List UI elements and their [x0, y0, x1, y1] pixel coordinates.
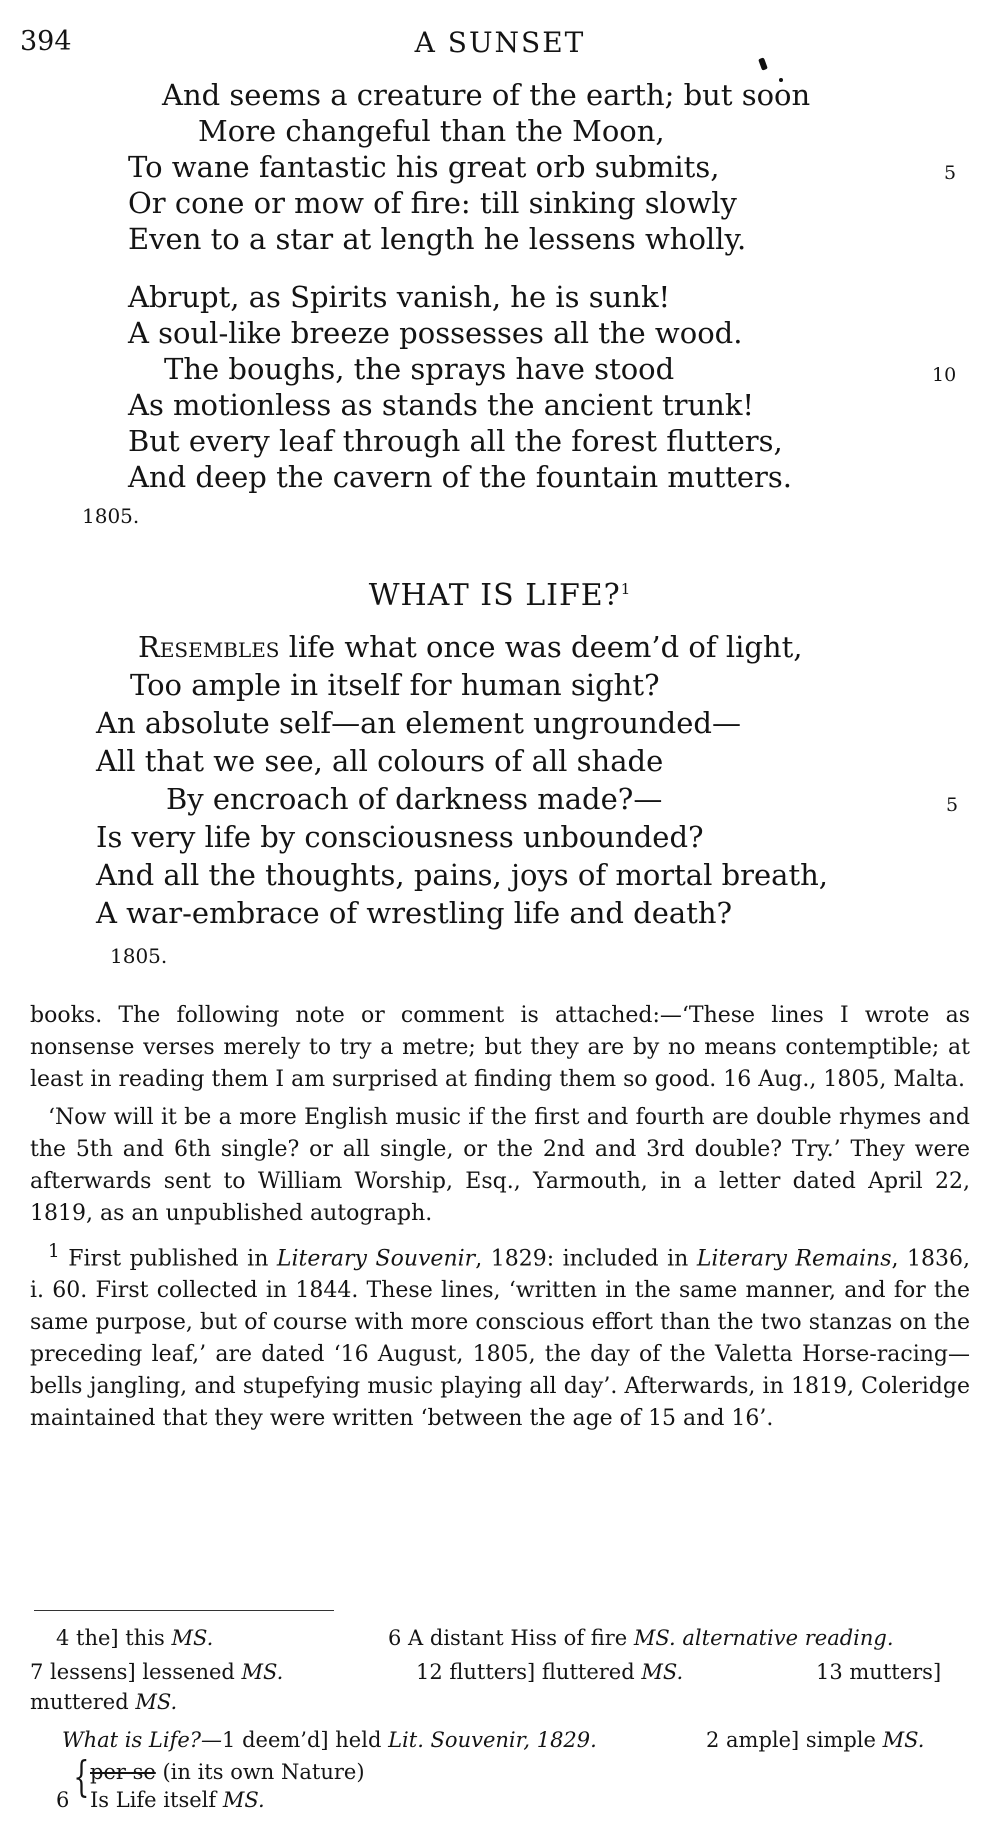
variant: muttered MS. — [30, 1690, 178, 1714]
brace-mark: { — [73, 1752, 90, 1801]
first-word: Resembles — [138, 630, 280, 664]
variant: 2 ample] simple MS. — [706, 1728, 925, 1752]
poem-title-text: WHAT IS LIFE? — [368, 578, 621, 613]
line-number: 5 — [946, 794, 959, 816]
life-line: Too ample in itself for human sight? — [130, 668, 660, 702]
variant: 12 flutters] fluttered MS. — [416, 1660, 684, 1684]
sunset-line: The boughs, the sprays have stood — [164, 352, 675, 386]
variant: 6 — [56, 1788, 70, 1812]
footnote-paragraph: $^1$ First published in Literary Souvenir, 1829: included in Literary Remains, 1836, i. 60. First collected in 1844. These lines, ‘written in the same manner, and for the same purpose, but of course with more conscious effort than the two stanzas on the preceding leaf,’ are dated ‘16 August, 1805, the day of the Valetta Horse-racing—bells jangling, and stupefying music playing all day’. Afterwards, in 1819, Coleridge maintained that they were written ‘between the age of 15 and 16’. — [30, 1241, 970, 1432]
life-line: Resembles life what once was deem’d of light, — [138, 630, 803, 664]
sunset-line: To wane fantastic his great orb submits, — [128, 150, 720, 184]
line-number: 10 — [932, 364, 957, 386]
sunset-line: But every leaf through all the forest flutters, — [128, 424, 783, 458]
footnote-paragraph: ‘Now will it be a more English music if the first and fourth are double rhymes and the 5th and 6th single? or all single, or the 2nd and 3rd double? Try.’ They were afterwards sent to William Worship, Esq., Yarmouth, in a letter dated April 22, 1819, as an unpublished autograph. — [30, 1105, 970, 1226]
line-number: 5 — [944, 162, 957, 184]
page-number: 394 — [20, 26, 72, 57]
poem-date: 1805. — [110, 944, 168, 968]
variant: Is Life itself MS. — [90, 1788, 265, 1812]
life-line: Is very life by consciousness unbounded? — [96, 820, 704, 854]
poem-date: 1805. — [82, 504, 140, 528]
sunset-line: And deep the cavern of the fountain mutters. — [128, 460, 793, 494]
sunset-line: Or cone or mow of fire: till sinking slowly — [128, 186, 737, 220]
divider-rule — [34, 1610, 334, 1611]
footnote-mark: 1 — [620, 580, 632, 598]
life-line: And all the thoughts, pains, joys of mortal breath, — [96, 858, 829, 892]
sunset-line: Abrupt, as Spirits vanish, he is sunk! — [128, 280, 671, 314]
footnote-paragraph: books. The following note or comment is attached:—‘These lines I wrote as nonsense verses merely to try a metre; but they are by no means contemptible; at least in reading them I am surprised at finding them so good. 16 Aug., 1805, Malta. — [30, 1003, 970, 1092]
life-line: By encroach of darkness made?— — [166, 782, 663, 816]
variant: 7 lessens] lessened MS. — [30, 1660, 284, 1684]
footnotes — [30, 1000, 970, 1441]
sunset-line: A soul-like breeze possesses all the wood. — [128, 316, 743, 350]
variant: 13 mutters] — [816, 1660, 942, 1684]
variant: What is Life?—1 deem’d] held Lit. Souvenir, 1829. — [62, 1728, 597, 1752]
variant: 6 A distant Hiss of fire MS. alternative reading. — [388, 1626, 894, 1650]
life-line: All that we see, all colours of all shade — [96, 744, 664, 778]
sunset-line: Even to a star at length he lessens wholly. — [128, 222, 747, 256]
ink-mark — [758, 57, 768, 70]
poem-title — [0, 578, 1000, 613]
sunset-line: And seems a creature of the earth; but soon — [162, 78, 811, 112]
life-line: A war-embrace of wrestling life and death? — [96, 896, 733, 930]
sunset-line: More changeful than the Moon, — [198, 114, 665, 148]
variant: per se (in its own Nature) — [90, 1760, 365, 1784]
running-title: A SUNSET — [414, 26, 586, 59]
sunset-line: As motionless as stands the ancient trunk! — [128, 388, 755, 422]
life-line: An absolute self—an element ungrounded— — [96, 706, 741, 740]
variant: 4 the] this MS. — [56, 1626, 214, 1650]
